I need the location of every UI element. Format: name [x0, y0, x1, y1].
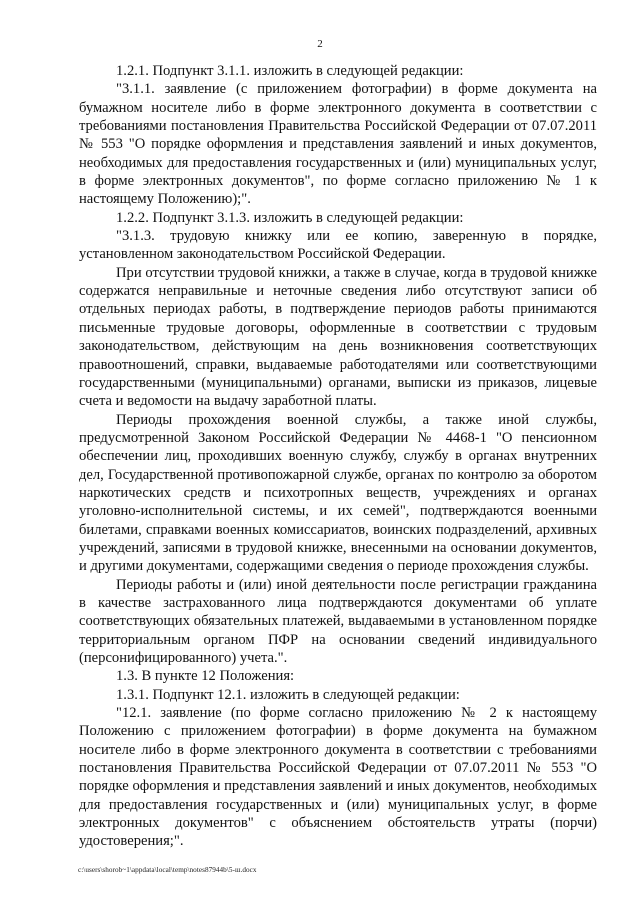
file-path-footer: c:\users\shorob~1\appdata\local\temp\notes87944b\5-ш.docx [78, 866, 257, 874]
document-body [79, 62, 597, 851]
paragraph-12-1: "12.1. заявление (по форме согласно приложению № 2 к настоящему Положению с приложением фотографии) в форме документа на бумажном носителе либо в форме электронного документа в соответствии с требованиями постановления Правительства Российской Федерации от 07.07.2011 № 553 "О порядке оформления и представления заявлений и иных документов, необходимых для предоставления государственных и (или) муниципальных услуг, в форме электронных документов" с объяснением обстоятельств утраты (порчи) удостоверения;". [79, 705, 597, 850]
paragraph-no-labor-book: При отсутствии трудовой книжки, а также в случае, когда в трудовой книжке содержатся неправильные и неточные сведения либо отсутствуют записи об отдельных периодах работы, в подтверждение периодов работы принимаются письменные трудовые договоры, оформленные в соответствии с трудовым законодательством, действующим на день возникновения соответствующих правоотношений, справки, выдаваемые работодателями или соответствующими государственными (муниципальными) органами, выписки из приказов, лицевые счета и ведомости на выдачу заработной платы. [79, 264, 597, 410]
page-number: 2 [317, 38, 323, 50]
paragraph-3-1-1: "3.1.1. заявление (с приложением фотографии) в форме документа на бумажном носителе либо в форме электронного документа в соответствии с требованиями постановления Правительства Российской Федерации от 07.07.2011 № 553 "О порядке оформления и представления заявлений и иных документов, необходимых для предоставления государственных и (или) муниципальных услуг, в форме электронных документов", по форме согласно приложению № 1 к настоящему Положению);". [79, 81, 597, 208]
paragraph-military-service: Периоды прохождения военной службы, а также иной службы, предусмотренной Законом Российской Федерации № 4468-1 "О пенсионном обеспечении лиц, проходивших военную службу, службу в органах внутренних дел, Государственной противопожарной службе, органах по контролю за оборотом наркотических средств и психотропных веществ, учреждениях и органах уголовно-исполнительной системы, и их семей", подтверждаются военными билетами, справками военных комиссариатов, воинских подразделений, архивных учреждений, записями в трудовой книжке, внесенными на основании документов, и другими документами, содержащими сведения о периоде прохождения службы. [79, 411, 597, 575]
paragraph-1-2-1: 1.2.1. Подпункт 3.1.1. изложить в следующей редакции: [116, 63, 464, 79]
paragraph-insured-periods: Периоды работы и (или) иной деятельности после регистрации гражданина в качестве застрахованного лица подтверждаются документами об уплате соответствующих обязательных платежей, выдаваемыми в установленном порядке территориальным органом ПФР на основании сведений индивидуального (персонифицированного) учета.". [79, 576, 597, 666]
paragraph-1-2-2: 1.2.2. Подпункт 3.1.3. изложить в следующей редакции: [116, 209, 464, 226]
paragraph-1-3-1: 1.3.1. Подпункт 12.1. изложить в следующей редакции: [116, 686, 460, 703]
paragraph-3-1-3: "3.1.3. трудовую книжку или ее копию, заверенную в порядке, установленном законодательством Российской Федерации. [79, 228, 597, 263]
paragraph-1-3: 1.3. В пункте 12 Положения: [116, 668, 295, 685]
